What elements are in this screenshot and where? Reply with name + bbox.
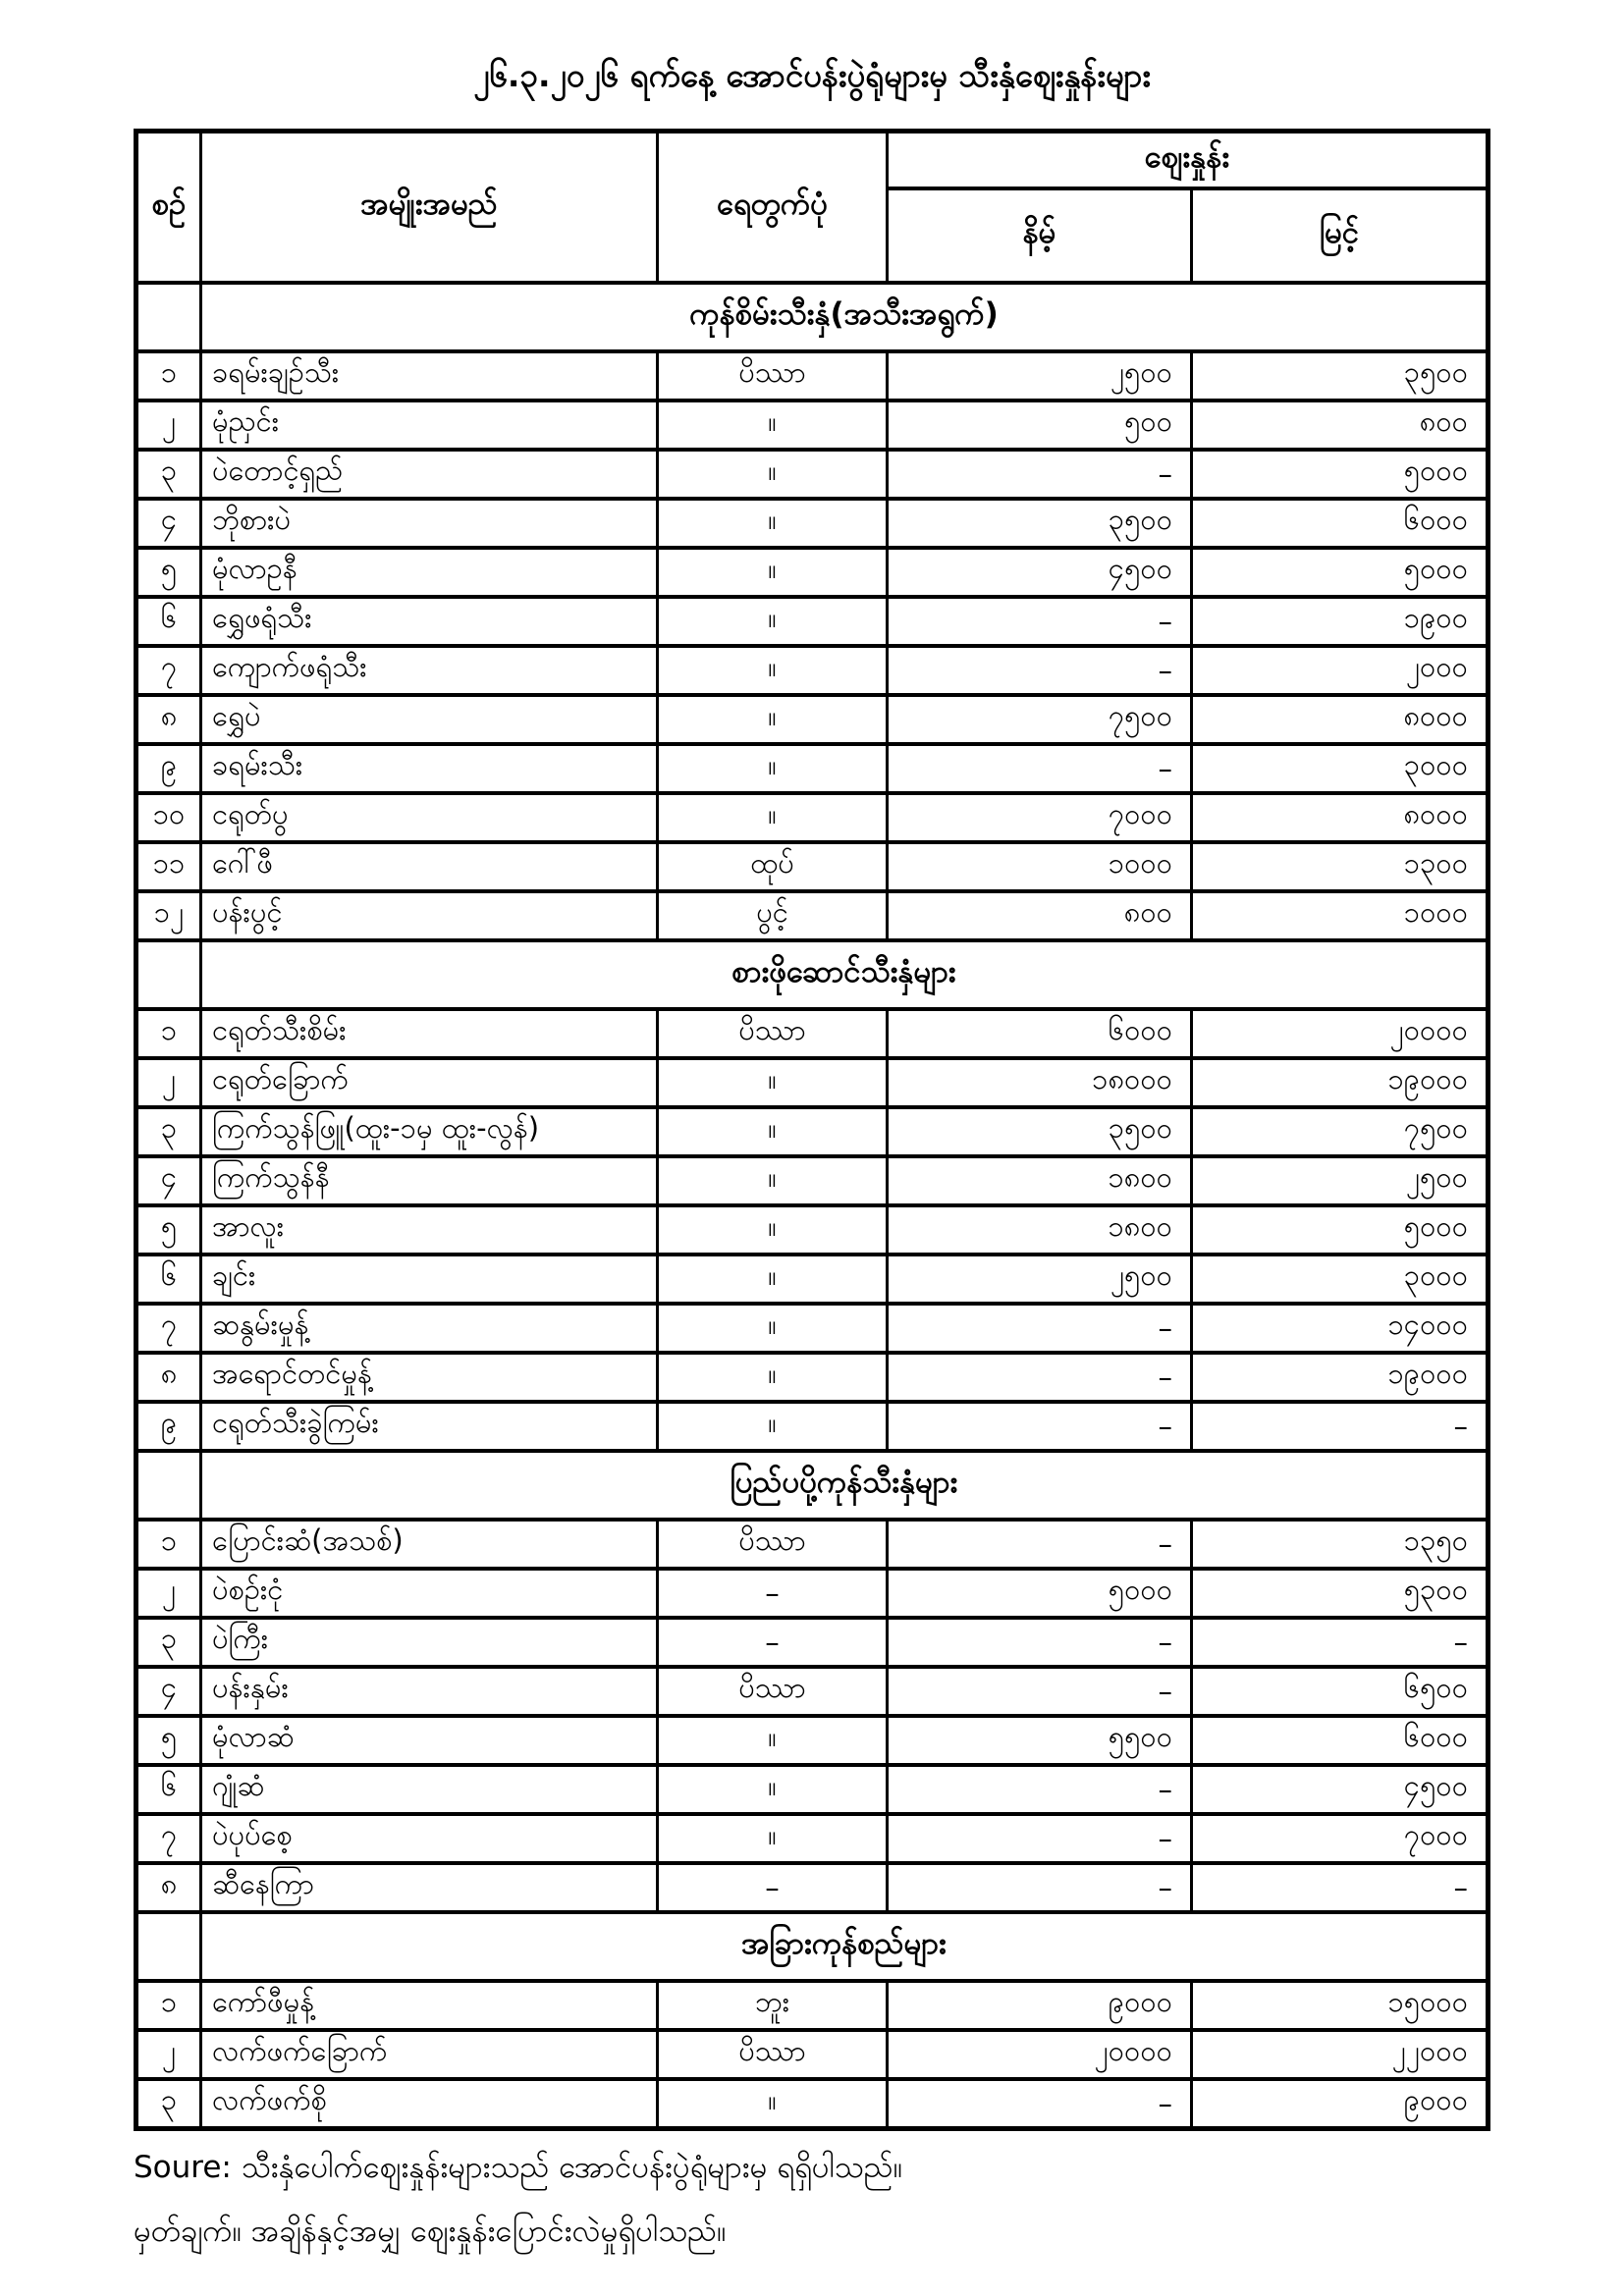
row-number-cell: ၈ xyxy=(136,1353,201,1402)
unit-cell: ပွင့် xyxy=(658,891,888,940)
item-name-cell: ဂျုံဆံ xyxy=(201,1765,658,1814)
price-max-cell: ၁၅၀၀၀ xyxy=(1192,1981,1489,2030)
price-max-cell: ၁၃၀၀ xyxy=(1192,842,1489,891)
item-name-cell: လက်ဖက်ခြောက် xyxy=(201,2030,658,2079)
price-min-cell: – xyxy=(888,744,1192,793)
row-number-cell: ၁၂ xyxy=(136,891,201,940)
col-header-min: နိမ့် xyxy=(888,188,1192,283)
row-number-cell: ၁၁ xyxy=(136,842,201,891)
row-number-cell: ၂ xyxy=(136,1058,201,1107)
unit-cell: – xyxy=(658,1618,888,1667)
item-name-cell: ပဲပုပ်စေ့ xyxy=(201,1814,658,1863)
table-row xyxy=(136,1353,1489,1402)
item-name-cell: ပန်းနှမ်း xyxy=(201,1667,658,1716)
unit-cell: ဘူး xyxy=(658,1981,888,2030)
price-min-cell: – xyxy=(888,1765,1192,1814)
unit-cell: ။ xyxy=(658,1814,888,1863)
unit-cell: ။ xyxy=(658,646,888,695)
row-number-cell: ၁ xyxy=(136,1009,201,1058)
price-min-cell: ၂၅၀၀ xyxy=(888,351,1192,400)
table-body xyxy=(136,283,1489,2129)
item-name-cell: ငရုတ်ခြောက် xyxy=(201,1058,658,1107)
price-max-cell: – xyxy=(1192,1402,1489,1451)
table-row xyxy=(136,548,1489,597)
item-name-cell: ကြက်သွန်နီ xyxy=(201,1156,658,1205)
table-row xyxy=(136,1255,1489,1304)
price-min-cell: ၈၀၀ xyxy=(888,891,1192,940)
item-name-cell: ငရုတ်သီးစိမ်း xyxy=(201,1009,658,1058)
row-number-cell: ၅ xyxy=(136,548,201,597)
table-row xyxy=(136,1569,1489,1618)
row-number-cell: ၁ xyxy=(136,1520,201,1569)
section-header-spacer-cell xyxy=(136,1451,201,1520)
table-row xyxy=(136,1618,1489,1667)
table-row xyxy=(136,1009,1489,1058)
row-number-cell: ၂ xyxy=(136,2030,201,2079)
price-min-cell: ၂၅၀၀ xyxy=(888,1255,1192,1304)
price-min-cell: – xyxy=(888,1520,1192,1569)
table-row xyxy=(136,1520,1489,1569)
unit-cell: ထုပ် xyxy=(658,842,888,891)
price-min-cell: – xyxy=(888,2079,1192,2129)
row-number-cell: ၃ xyxy=(136,450,201,499)
section-header-label: အခြားကုန်စည်များ xyxy=(201,1912,1489,1981)
footer xyxy=(134,2149,1624,2249)
section-header-spacer-cell xyxy=(136,1912,201,1981)
price-max-cell: ၃၀၀၀ xyxy=(1192,744,1489,793)
row-number-cell: ၁၀ xyxy=(136,793,201,842)
unit-cell: ။ xyxy=(658,597,888,646)
unit-cell: ပိဿာ xyxy=(658,1667,888,1716)
page-title: ၂၆.၃.၂၀၂၆ ရက်နေ့ အောင်ပန်းပွဲရုံများမှ သီးနှံဈေးနှုန်းများ xyxy=(473,56,1151,94)
row-number-cell: ၅ xyxy=(136,1205,201,1255)
price-min-cell: ၃၅၀၀ xyxy=(888,499,1192,548)
table-row xyxy=(136,597,1489,646)
item-name-cell: မုံညှင်း xyxy=(201,400,658,450)
table-row xyxy=(136,2079,1489,2129)
price-max-cell: ၅၀၀၀ xyxy=(1192,450,1489,499)
unit-cell: ပိဿာ xyxy=(658,1520,888,1569)
table-row xyxy=(136,1981,1489,2030)
item-name-cell: ရွှေပဲ xyxy=(201,695,658,744)
unit-cell: ။ xyxy=(658,1255,888,1304)
table-header xyxy=(136,132,1489,283)
table-row xyxy=(136,1304,1489,1353)
price-min-cell: ၇၅၀၀ xyxy=(888,695,1192,744)
item-name-cell: မုံလာဥနီ xyxy=(201,548,658,597)
table-row xyxy=(136,400,1489,450)
table-row xyxy=(136,695,1489,744)
row-number-cell: ၉ xyxy=(136,1402,201,1451)
price-max-cell: ၃၀၀၀ xyxy=(1192,1255,1489,1304)
item-name-cell: ပဲတောင့်ရှည် xyxy=(201,450,658,499)
row-number-cell: ၅ xyxy=(136,1716,201,1765)
price-min-cell: – xyxy=(888,450,1192,499)
table-row xyxy=(136,499,1489,548)
unit-cell: ပိဿာ xyxy=(658,1009,888,1058)
unit-cell: ။ xyxy=(658,744,888,793)
item-name-cell: ပဲစဉ်းငုံ xyxy=(201,1569,658,1618)
unit-cell: ။ xyxy=(658,1765,888,1814)
table-row xyxy=(136,1205,1489,1255)
price-min-cell: ၁၈၀၀ xyxy=(888,1205,1192,1255)
price-max-cell: ၁၉၀၀၀ xyxy=(1192,1058,1489,1107)
item-name-cell: ပဲကြီး xyxy=(201,1618,658,1667)
price-max-cell: ၅၀၀၀ xyxy=(1192,1205,1489,1255)
price-min-cell: – xyxy=(888,1353,1192,1402)
unit-cell: ။ xyxy=(658,1058,888,1107)
section-header-spacer-cell xyxy=(136,940,201,1009)
row-number-cell: ၃ xyxy=(136,1618,201,1667)
price-min-cell: ၄၅၀၀ xyxy=(888,548,1192,597)
unit-cell: ။ xyxy=(658,1716,888,1765)
section-header-row xyxy=(136,940,1489,1009)
row-number-cell: ၂ xyxy=(136,400,201,450)
price-max-cell: ၆၅၀၀ xyxy=(1192,1667,1489,1716)
price-max-cell: ၁၄၀၀၀ xyxy=(1192,1304,1489,1353)
table-row xyxy=(136,1402,1489,1451)
section-header-row xyxy=(136,1912,1489,1981)
table-row xyxy=(136,1667,1489,1716)
item-name-cell: ကော်ဖီမှုန့် xyxy=(201,1981,658,2030)
table-row xyxy=(136,744,1489,793)
price-max-cell: ၈၀၀၀ xyxy=(1192,793,1489,842)
row-number-cell: ၉ xyxy=(136,744,201,793)
table-row xyxy=(136,1156,1489,1205)
price-min-cell: ၅၀၀ xyxy=(888,400,1192,450)
row-number-cell: ၁ xyxy=(136,1981,201,2030)
row-number-cell: ၄ xyxy=(136,1667,201,1716)
price-max-cell: ၆၀၀၀ xyxy=(1192,1716,1489,1765)
item-name-cell: ချင်း xyxy=(201,1255,658,1304)
item-name-cell: ဆနွမ်းမှုန့် xyxy=(201,1304,658,1353)
unit-cell: ပိဿာ xyxy=(658,2030,888,2079)
row-number-cell: ၆ xyxy=(136,597,201,646)
row-number-cell: ၄ xyxy=(136,499,201,548)
row-number-cell: ၃ xyxy=(136,2079,201,2129)
price-max-cell: ၂၅၀၀ xyxy=(1192,1156,1489,1205)
row-number-cell: ၃ xyxy=(136,1107,201,1156)
unit-cell: ။ xyxy=(658,499,888,548)
unit-cell: ပိဿာ xyxy=(658,351,888,400)
price-max-cell: ၅၃၀၀ xyxy=(1192,1569,1489,1618)
item-name-cell: လက်ဖက်စို xyxy=(201,2079,658,2129)
unit-cell: ။ xyxy=(658,1304,888,1353)
unit-cell: ။ xyxy=(658,695,888,744)
unit-cell: ။ xyxy=(658,1353,888,1402)
price-min-cell: ၅၀၀၀ xyxy=(888,1569,1192,1618)
table-row xyxy=(136,1863,1489,1912)
price-max-cell: ၁၀၀၀ xyxy=(1192,891,1489,940)
price-min-cell: – xyxy=(888,1618,1192,1667)
price-max-cell: ၈၀၀၀ xyxy=(1192,695,1489,744)
table-row xyxy=(136,2030,1489,2079)
table-row xyxy=(136,842,1489,891)
remark-note: မှတ်ချက်။ အချိန်နှင့်အမျှ ဈေးနှုန်းပြောင်းလဲမှုရှိပါသည်။ xyxy=(134,2213,727,2249)
price-min-cell: ၉၀၀၀ xyxy=(888,1981,1192,2030)
price-min-cell: – xyxy=(888,1863,1192,1912)
unit-cell: ။ xyxy=(658,450,888,499)
row-number-cell: ၇ xyxy=(136,646,201,695)
row-number-cell: ၆ xyxy=(136,1255,201,1304)
item-name-cell: ရွှေဖရုံသီး xyxy=(201,597,658,646)
price-max-cell: ၂၀၀၀၀ xyxy=(1192,1009,1489,1058)
price-min-cell: ၂၀၀၀၀ xyxy=(888,2030,1192,2079)
unit-cell: ။ xyxy=(658,793,888,842)
item-name-cell: ကြက်သွန်ဖြူ(ထူး-၁မှ ထူး-လွန်) xyxy=(201,1107,658,1156)
price-min-cell: – xyxy=(888,1814,1192,1863)
col-header-name: အမျိုးအမည် xyxy=(201,132,658,283)
col-header-no: စဉ် xyxy=(136,132,201,283)
price-min-cell: ၁၀၀၀ xyxy=(888,842,1192,891)
price-max-cell: ၅၀၀၀ xyxy=(1192,548,1489,597)
row-number-cell: ၇ xyxy=(136,1814,201,1863)
unit-cell: ။ xyxy=(658,400,888,450)
price-table xyxy=(134,129,1490,2131)
price-max-cell: ၂၀၀၀ xyxy=(1192,646,1489,695)
col-header-max: မြင့် xyxy=(1192,188,1489,283)
price-max-cell: ၁၃၅၀ xyxy=(1192,1520,1489,1569)
table-row xyxy=(136,793,1489,842)
price-max-cell: ၁၉၀၀၀ xyxy=(1192,1353,1489,1402)
price-max-cell: ၁၉၀၀ xyxy=(1192,597,1489,646)
table-row xyxy=(136,1058,1489,1107)
unit-cell: ။ xyxy=(658,1205,888,1255)
price-max-cell: – xyxy=(1192,1618,1489,1667)
item-name-cell: ငရုတ်ပွ xyxy=(201,793,658,842)
row-number-cell: ၈ xyxy=(136,1863,201,1912)
section-header-row xyxy=(136,283,1489,351)
item-name-cell: ငရုတ်သီးခွဲကြမ်း xyxy=(201,1402,658,1451)
table-row xyxy=(136,1107,1489,1156)
price-max-cell: ၇၀၀၀ xyxy=(1192,1814,1489,1863)
price-min-cell: ၇၀၀၀ xyxy=(888,793,1192,842)
item-name-cell: ဆီနေကြာ xyxy=(201,1863,658,1912)
item-name-cell: ခရမ်းသီး xyxy=(201,744,658,793)
item-name-cell: ပန်းပွင့် xyxy=(201,891,658,940)
unit-cell: ။ xyxy=(658,548,888,597)
price-min-cell: ၁၈၀၀ xyxy=(888,1156,1192,1205)
item-name-cell: အာလူး xyxy=(201,1205,658,1255)
price-min-cell: – xyxy=(888,1402,1192,1451)
section-header-row xyxy=(136,1451,1489,1520)
price-max-cell: ၆၀၀၀ xyxy=(1192,499,1489,548)
price-min-cell: ၁၈၀၀၀ xyxy=(888,1058,1192,1107)
item-name-cell: ပြောင်းဆံ(အသစ်) xyxy=(201,1520,658,1569)
unit-cell: ။ xyxy=(658,1107,888,1156)
section-header-label: စားဖိုဆောင်သီးနှံများ xyxy=(201,940,1489,1009)
table-row xyxy=(136,1716,1489,1765)
item-name-cell: ကျောက်ဖရုံသီး xyxy=(201,646,658,695)
price-min-cell: ၆၀၀၀ xyxy=(888,1009,1192,1058)
col-header-unit: ရေတွက်ပုံ xyxy=(658,132,888,283)
unit-cell: – xyxy=(658,1863,888,1912)
price-max-cell: ၃၅၀၀ xyxy=(1192,351,1489,400)
row-number-cell: ၁ xyxy=(136,351,201,400)
price-min-cell: ၃၅၀၀ xyxy=(888,1107,1192,1156)
table-row xyxy=(136,1814,1489,1863)
table-row xyxy=(136,450,1489,499)
unit-cell: ။ xyxy=(658,1156,888,1205)
price-min-cell: – xyxy=(888,646,1192,695)
item-name-cell: မုံလာဆံ xyxy=(201,1716,658,1765)
price-min-cell: – xyxy=(888,1304,1192,1353)
row-number-cell: ၄ xyxy=(136,1156,201,1205)
row-number-cell: ၆ xyxy=(136,1765,201,1814)
price-min-cell: – xyxy=(888,597,1192,646)
source-note: Soure: သီးနှံပေါက်ဈေးနှုန်းများသည် အောင်ပန်းပွဲရုံများမှ ရရှိပါသည်။ xyxy=(134,2149,903,2185)
row-number-cell: ၇ xyxy=(136,1304,201,1353)
table-row xyxy=(136,646,1489,695)
item-name-cell: အရောင်တင်မှုန့် xyxy=(201,1353,658,1402)
item-name-cell: ဂေါ်ဖီ xyxy=(201,842,658,891)
unit-cell: ။ xyxy=(658,1402,888,1451)
price-max-cell: ၉၀၀၀ xyxy=(1192,2079,1489,2129)
section-header-label: ကုန်စိမ်းသီးနှံ(အသီးအရွက်) xyxy=(201,283,1489,351)
price-max-cell: ၈၀၀ xyxy=(1192,400,1489,450)
item-name-cell: ဘိုစားပဲ xyxy=(201,499,658,548)
unit-cell: – xyxy=(658,1569,888,1618)
price-max-cell: – xyxy=(1192,1863,1489,1912)
section-header-spacer-cell xyxy=(136,283,201,351)
col-header-price: ဈေးနှုန်း xyxy=(888,132,1489,188)
section-header-label: ပြည်ပပို့ကုန်သီးနှံများ xyxy=(201,1451,1489,1520)
table-row xyxy=(136,891,1489,940)
price-max-cell: ၂၂၀၀၀ xyxy=(1192,2030,1489,2079)
table-row xyxy=(136,1765,1489,1814)
price-min-cell: – xyxy=(888,1667,1192,1716)
item-name-cell: ခရမ်းချဉ်သီး xyxy=(201,351,658,400)
price-max-cell: ၄၅၀၀ xyxy=(1192,1765,1489,1814)
table-row xyxy=(136,351,1489,400)
price-min-cell: ၅၅၀၀ xyxy=(888,1716,1192,1765)
price-max-cell: ၇၅၀၀ xyxy=(1192,1107,1489,1156)
row-number-cell: ၂ xyxy=(136,1569,201,1618)
unit-cell: ။ xyxy=(658,2079,888,2129)
row-number-cell: ၈ xyxy=(136,695,201,744)
